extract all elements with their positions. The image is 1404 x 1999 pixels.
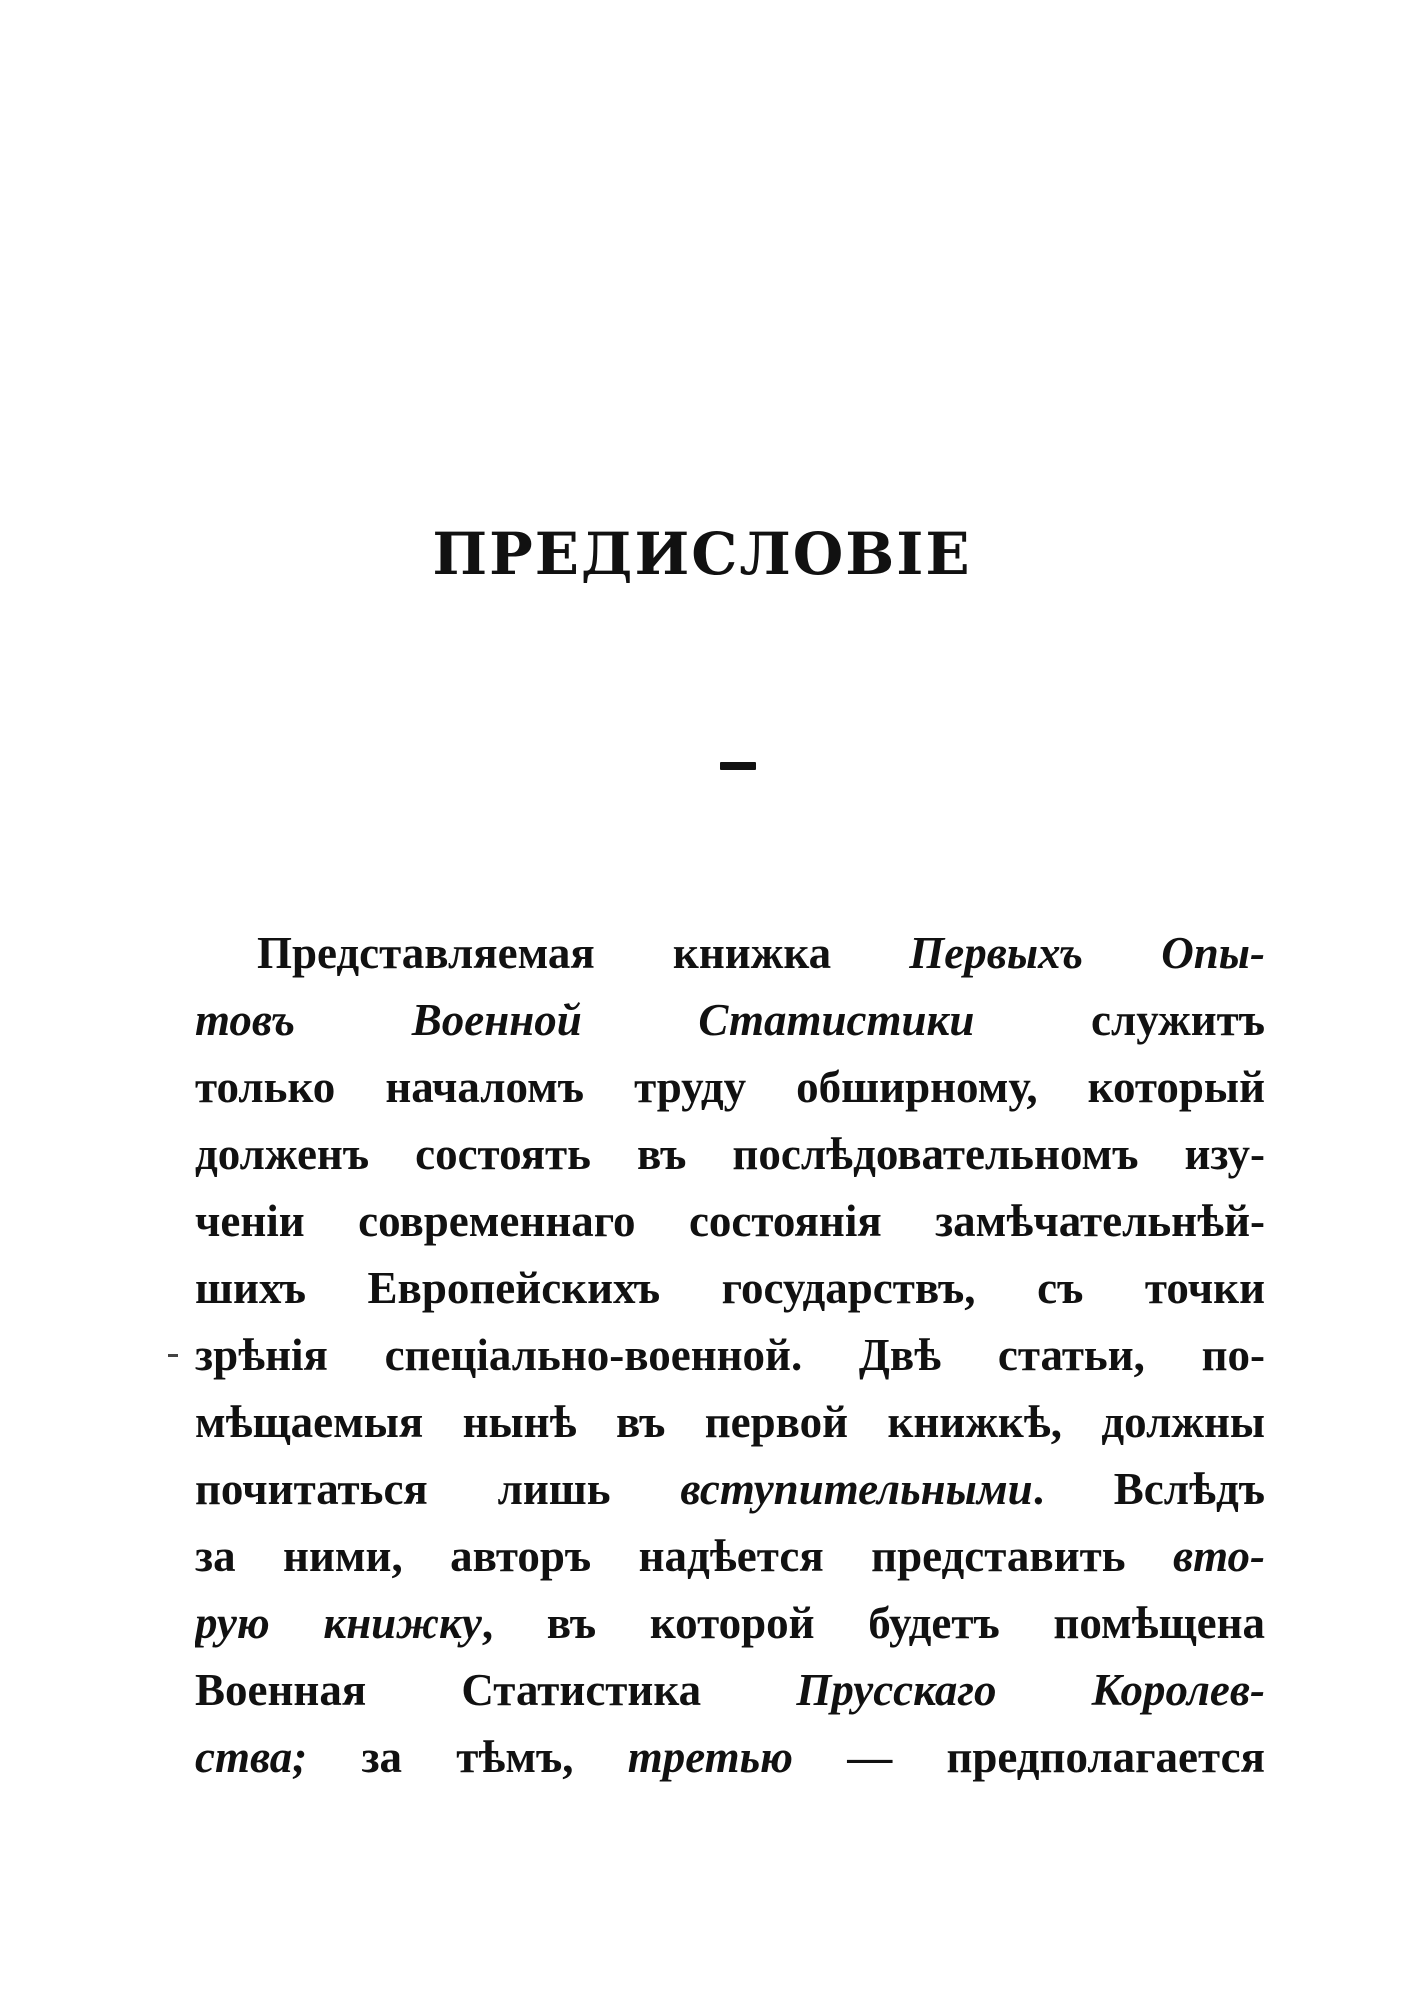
text-line xyxy=(195,1322,1265,1389)
text-segment: мѣщаемыя нынѣ въ первой книжкѣ, должны xyxy=(195,1397,1265,1447)
italic-text: третью xyxy=(627,1732,794,1782)
heading-divider xyxy=(720,762,756,770)
italic-text: Первыхъ Опы- xyxy=(909,928,1265,978)
text-segment: за ними, авторъ надѣется представить xyxy=(195,1531,1173,1581)
text-segment: ченіи современнаго состоянія замѣчательнѣй- xyxy=(195,1196,1265,1246)
text-segment: Представляемая книжка xyxy=(257,928,910,978)
text-segment: шихъ Европейскихъ государствъ, съ точки xyxy=(195,1263,1265,1313)
italic-text: вступительными xyxy=(680,1464,1033,1514)
text-line xyxy=(195,920,1265,987)
italic-text: ства; xyxy=(195,1732,308,1782)
italic-text: рую книжку xyxy=(195,1598,482,1648)
text-line xyxy=(195,1456,1265,1523)
text-segment: долженъ состоять въ послѣдовательномъ изу- xyxy=(195,1129,1265,1179)
text-segment: почитаться лишь xyxy=(195,1464,681,1514)
text-segment: , въ которой будетъ помѣщена xyxy=(481,1598,1265,1648)
text-line xyxy=(195,1389,1265,1456)
text-line xyxy=(195,1188,1265,1255)
text-line xyxy=(195,1255,1265,1322)
text-segment: за тѣмъ, xyxy=(307,1732,628,1782)
text-segment: только началомъ труду обширному, который xyxy=(195,1062,1265,1112)
text-segment: . Вслѣдъ xyxy=(1032,1464,1265,1514)
text-line xyxy=(195,1590,1265,1657)
text-line xyxy=(195,1523,1265,1590)
margin-mark xyxy=(168,1354,178,1357)
italic-text: вто- xyxy=(1173,1531,1265,1581)
text-segment: зрѣнія спеціально-военной. Двѣ статьи, по- xyxy=(195,1330,1265,1380)
text-line xyxy=(195,987,1265,1054)
italic-text: товъ Военной Статистики xyxy=(195,995,975,1045)
text-line xyxy=(195,1121,1265,1188)
body-paragraph xyxy=(195,920,1265,1791)
text-line xyxy=(195,1054,1265,1121)
text-segment: Военная Статистика xyxy=(195,1665,797,1715)
text-line xyxy=(195,1657,1265,1724)
text-segment: — предполагается xyxy=(793,1732,1265,1782)
text-line xyxy=(195,1724,1265,1791)
italic-text: Прусскаго Королев- xyxy=(796,1665,1265,1715)
text-segment: служитъ xyxy=(974,995,1265,1045)
page-heading: ПРЕДИСЛОВІЕ xyxy=(432,520,972,588)
